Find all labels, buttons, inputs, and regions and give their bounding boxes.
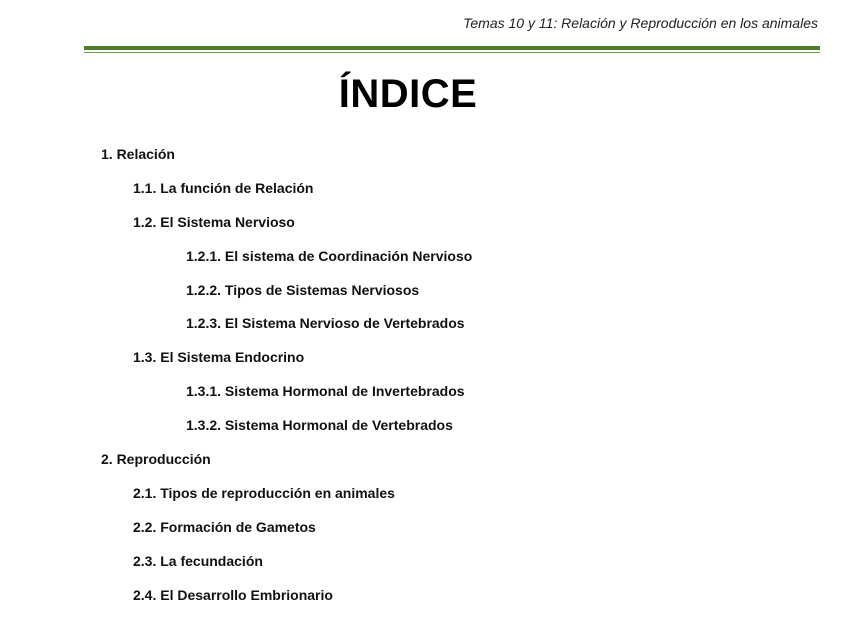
header-rule-thin: [84, 52, 820, 53]
header-rule: [84, 46, 820, 50]
toc-entry[interactable]: 1. Relación: [101, 146, 175, 162]
toc-entry[interactable]: 1.3.2. Sistema Hormonal de Vertebrados: [186, 417, 453, 434]
toc-entry[interactable]: 1.1. La función de Relación: [133, 179, 314, 196]
toc-entry[interactable]: 2.3. La fecundación: [133, 552, 263, 569]
toc-entry[interactable]: 2.2. Formación de Gametos: [133, 518, 316, 535]
toc-entry[interactable]: 1.2. El Sistema Nervioso: [133, 213, 295, 230]
toc-entry[interactable]: 2. Reproducción: [101, 451, 211, 468]
table-of-contents: [0, 143, 848, 617]
toc-entry[interactable]: 1.2.1. El sistema de Coordinación Nervioso: [186, 247, 473, 264]
toc-entry[interactable]: 1.3. El Sistema Endocrino: [133, 349, 305, 366]
toc-entry[interactable]: 2.4. El Desarrollo Embrionario: [133, 586, 333, 603]
toc-entry[interactable]: 1.3.1. Sistema Hormonal de Invertebrados: [186, 383, 465, 400]
toc-entry[interactable]: 2.1. Tipos de reproducción en animales: [133, 484, 395, 501]
page-title: ÍNDICE: [338, 72, 478, 116]
toc-entry[interactable]: 1.2.3. El Sistema Nervioso de Vertebrados: [186, 315, 465, 332]
page-header: Temas 10 y 11: Relación y Reproducción en los animales: [463, 15, 818, 31]
toc-entry[interactable]: 1.2.2. Tipos de Sistemas Nerviosos: [186, 281, 420, 298]
